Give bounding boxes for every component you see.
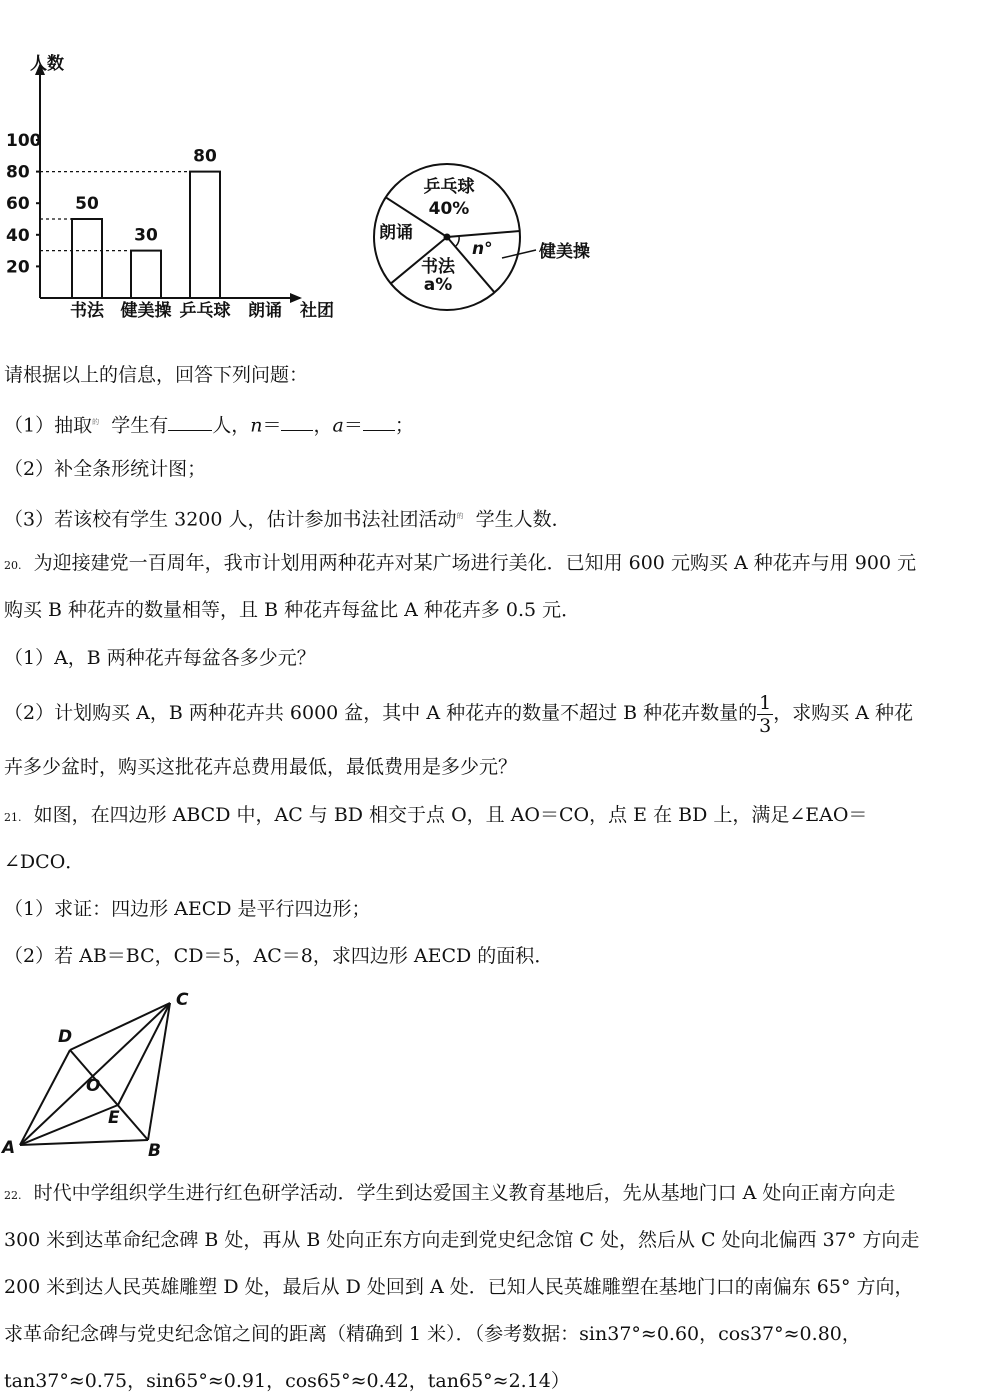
pie-chart xyxy=(360,150,620,330)
bar-value-label: 50 xyxy=(75,194,99,214)
bar xyxy=(131,251,161,298)
label-D: D xyxy=(58,1027,73,1047)
y-tick-label: 40 xyxy=(6,225,30,246)
answer-blank-n[interactable] xyxy=(281,412,313,431)
q19-part1: （1）抽取$^的$ 学生有 人，n＝ ，a＝ ； xyxy=(4,414,414,437)
label-O: O xyxy=(86,1076,101,1096)
fraction-one-third: $\frac{1}{3}$ xyxy=(759,691,772,737)
q19-intro: 请根据以上的信息，回答下列问题： xyxy=(4,364,309,386)
answer-blank-count[interactable] xyxy=(168,412,212,431)
label-C: C xyxy=(176,990,189,1010)
y-axis-label: 人数 xyxy=(30,54,64,74)
y-tick-label: 100 xyxy=(6,131,42,151)
segment-AE xyxy=(20,1105,118,1145)
x-tick-label: 乒乓球 xyxy=(179,301,231,321)
angle-label: n° xyxy=(472,239,493,259)
quadrilateral-figure xyxy=(0,985,200,1160)
q22-line3: 200 米到达人民英雄雕塑 D 处，最后从 D 处回到 A 处．已知人民英雄雕塑在基地门口的南偏东 65° 方向， xyxy=(4,1276,914,1298)
q21-line1: 21. 如图，在四边形 ABCD 中，AC 与 BD 相交于点 O，且 AO＝CO，点 E 在 BD 上，满足∠EAO＝ xyxy=(4,804,868,826)
label-E: E xyxy=(108,1108,120,1128)
q20-line2: 购买 B 种花卉的数量相等，且 B 种花卉每盆比 A 种花卉多 0.5 元． xyxy=(4,599,581,621)
x-tick-label: 书法 xyxy=(70,301,104,321)
pie-slice-label: 朗诵 xyxy=(379,223,413,243)
bar-value-label: 30 xyxy=(134,225,158,246)
q20-line3: （1）A，B 两种花卉每盆各多少元？ xyxy=(4,647,316,669)
pie-center xyxy=(444,234,451,241)
x-tick-label: 健美操 xyxy=(120,301,172,321)
segment-AB xyxy=(20,1140,148,1145)
bar-chart xyxy=(0,40,350,325)
q21-line4: （2）若 AB＝BC，CD＝5，AC＝8，求四边形 AECD 的面积． xyxy=(4,945,554,967)
external-label: 健美操 xyxy=(539,242,590,262)
pie-slice-label: 书法 xyxy=(421,257,455,277)
bar-value-label: 80 xyxy=(193,146,217,167)
segment-AC xyxy=(20,1003,170,1145)
y-tick-label: 20 xyxy=(6,257,30,278)
label-A: A xyxy=(2,1138,16,1158)
q22-line2: 300 米到达革命纪念碑 B 处，再从 B 处向正东方向走到党史纪念馆 C 处，然后从 C 处向北偏西 37° 方向走 xyxy=(4,1229,920,1251)
y-tick-label: 60 xyxy=(6,194,30,215)
q22-line5: tan37°≈0.75，sin65°≈0.91，cos65°≈0.42，tan65°≈2.14） xyxy=(4,1370,570,1392)
q19-part2: （2）补全条形统计图； xyxy=(4,458,207,480)
bar xyxy=(72,219,102,298)
pie-slice-label: 乒乓球 xyxy=(423,177,475,197)
q21-line2: ∠DCO． xyxy=(4,851,85,873)
y-tick-label: 80 xyxy=(6,162,30,183)
q21-line3: （1）求证：四边形 AECD 是平行四边形； xyxy=(4,898,371,920)
q22-line4: 求革命纪念碑与党史纪念馆之间的距离（精确到 1 米）．（参考数据：sin37°≈0.60，cos37°≈0.80， xyxy=(4,1323,861,1345)
pie-slice-value: 40% xyxy=(428,199,470,219)
x-tick-label: 朗诵 xyxy=(248,301,282,321)
segment-AD xyxy=(20,1050,70,1145)
q20-line5: 卉多少盆时，购买这批花卉总费用最低，最低费用是多少元？ xyxy=(4,756,518,778)
x-axis-label: 社团 xyxy=(300,301,334,321)
answer-blank-a[interactable] xyxy=(363,412,395,431)
bar xyxy=(190,172,220,298)
q22-line1: 22. 时代中学组织学生进行红色研学活动．学生到达爱国主义教育基地后，先从基地门口 A 处向正南方向走 xyxy=(4,1182,896,1204)
pie-slice-value: a% xyxy=(423,275,453,295)
q20-line1: 20. 为迎接建党一百周年，我市计划用两种花卉对某广场进行美化．已知用 600 元购买 A 种花卉与用 900 元 xyxy=(4,552,917,574)
q20-line4: （2）计划购买 A，B 两种花卉共 6000 盆，其中 A 种花卉的数量不超过 B 种花卉数量的 $\frac{1}{3}$ ，求购买 A 种花 xyxy=(4,691,914,737)
q19-part3: （3）若该校有学生 3200 人，估计参加书法社团活动$^的$ 学生人数． xyxy=(4,508,571,531)
label-B: B xyxy=(148,1141,161,1160)
segment-DC xyxy=(70,1003,170,1050)
